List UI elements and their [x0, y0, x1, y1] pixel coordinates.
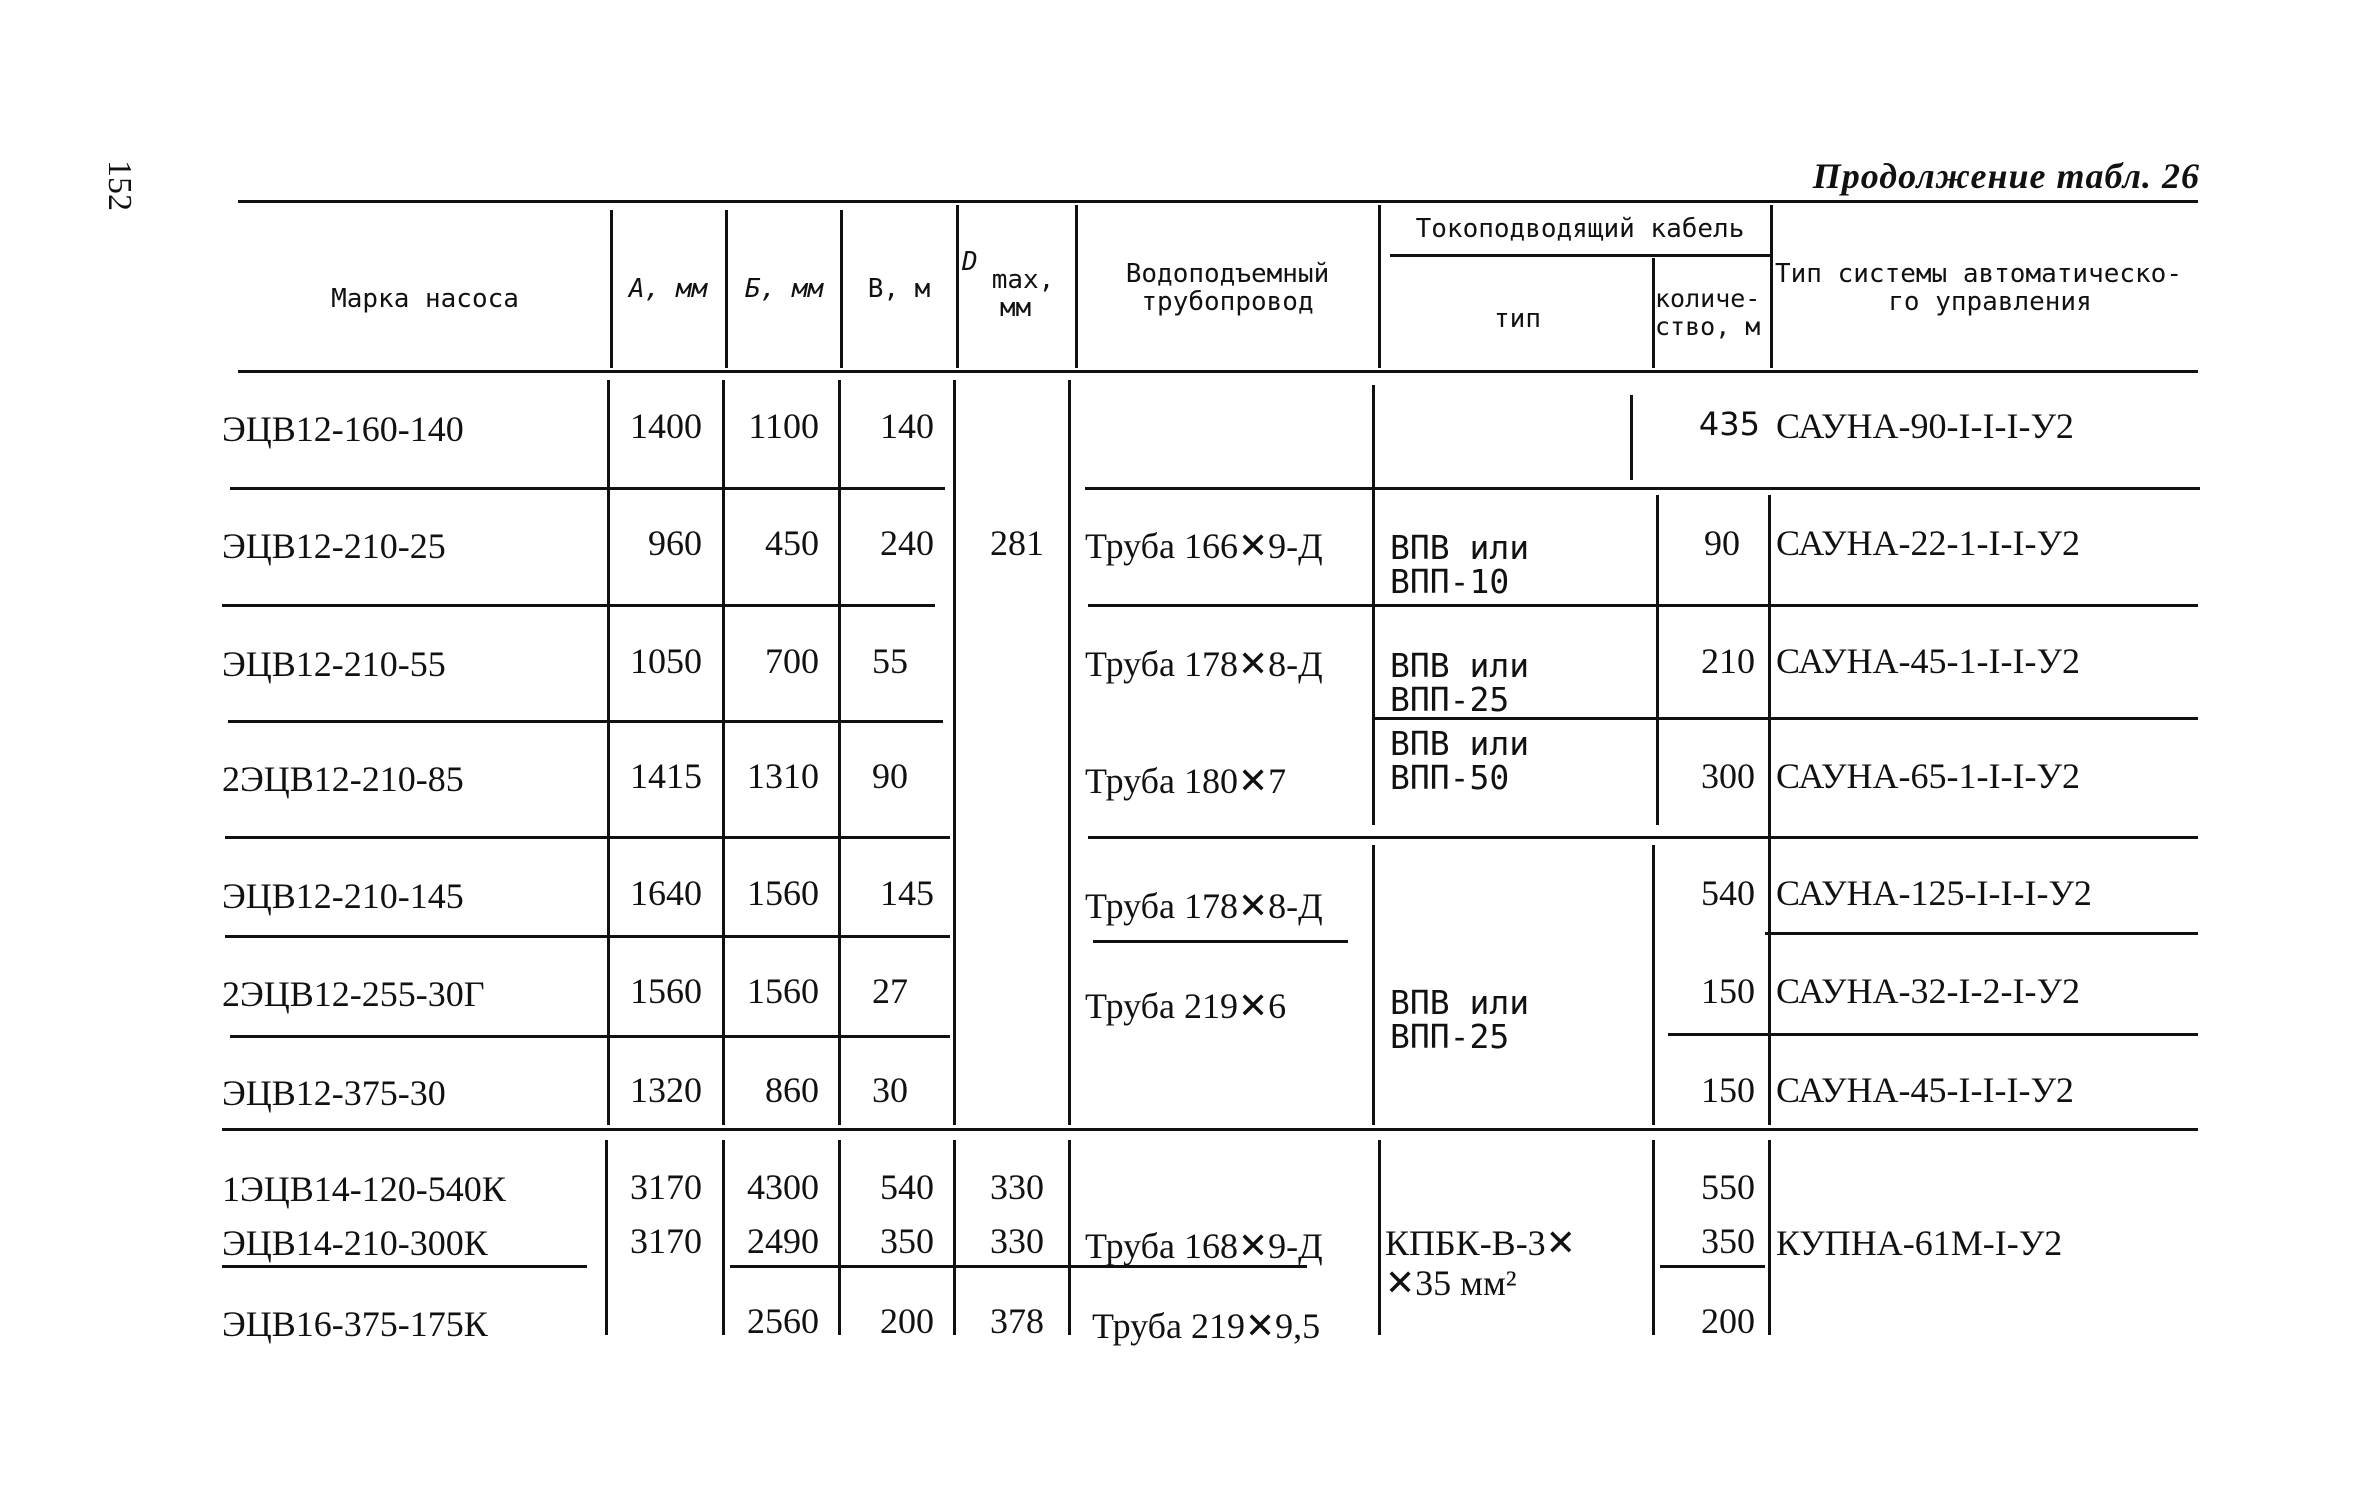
cable-type-line1: ВПВ или [1390, 724, 1530, 763]
system-type: САУНА-22-1-I-I-У2 [1776, 523, 2080, 563]
row-rule [225, 836, 950, 839]
pipe: Труба 219✕9,5 [1092, 1306, 1321, 1346]
page-number: 152 [101, 160, 138, 211]
value-qty: 210 [1701, 641, 1755, 681]
value-v: 145 [880, 873, 934, 913]
header-divider [956, 205, 959, 368]
pipe: Труба 180✕7 [1085, 761, 1287, 801]
col-divider-v [838, 1140, 841, 1335]
header-a: А, мм [628, 274, 708, 304]
col-divider-v [838, 380, 841, 1125]
value-qty: 200 [1701, 1301, 1755, 1341]
col-divider-b [722, 1140, 725, 1335]
col-divider-type [1378, 1140, 1381, 1335]
pump-name: ЭЦВ12-210-55 [222, 644, 446, 684]
value-b: 700 [765, 641, 819, 681]
col-divider-dmax [953, 1140, 956, 1335]
col-divider-qty [1656, 495, 1659, 825]
system-type: КУПНА-61М-I-У2 [1776, 1223, 2063, 1263]
value-a: 1050 [630, 641, 702, 681]
value-v: 240 [880, 523, 934, 563]
cable-type-line2: ВПП-10 [1390, 562, 1510, 601]
row-rule [228, 720, 943, 723]
value-v: 90 [872, 756, 908, 796]
header-cable-qty-line2: ство, м [1655, 312, 1761, 341]
cable-type-line1: ВПВ или [1390, 646, 1530, 685]
cable-group-rule [1390, 254, 1770, 257]
value-qty: 150 [1701, 1070, 1755, 1110]
value-b: 1100 [748, 406, 819, 446]
header-dmax-symbol: D [962, 247, 978, 277]
col-divider-pipe [1068, 1140, 1071, 1335]
row-rule [222, 604, 935, 607]
value-a: 1640 [630, 873, 702, 913]
header-system-line2: го управления [1888, 287, 2092, 317]
header-bottom-rule [238, 370, 2198, 373]
row-rule [225, 935, 950, 938]
header-pipe-line1: Водоподъемный [1125, 259, 1330, 289]
header-divider [1075, 205, 1078, 368]
row-rule [1765, 932, 2198, 935]
dmax-merged: 281 [990, 523, 1044, 563]
table-caption: Продолжение табл. 26 [1812, 156, 2200, 196]
cable-type-line1: ВПВ или [1390, 983, 1530, 1022]
header-cable-qty-line1: количе- [1655, 284, 1761, 313]
value-qty: 350 [1701, 1221, 1755, 1261]
value-b: 2560 [747, 1301, 819, 1341]
value-b: 4300 [747, 1167, 819, 1207]
pump-name: ЭЦВ12-210-145 [222, 876, 464, 916]
row-rule [1088, 836, 2198, 839]
value-dmax: 378 [990, 1301, 1044, 1341]
header-dmax-unit: мм [999, 293, 1032, 323]
col-divider-system [1768, 495, 1771, 1125]
pump-name: ЭЦВ12-375-30 [222, 1073, 446, 1113]
value-a: 1560 [630, 971, 702, 1011]
pump-name: ЭЦВ16-375-175К [222, 1304, 488, 1344]
cable-type-line1: ВПВ или [1390, 528, 1530, 567]
col-divider-pipe [1068, 380, 1071, 1125]
value-v: 55 [872, 641, 908, 681]
col-divider-a [607, 380, 610, 1125]
group-rule [222, 1128, 2198, 1131]
value-v: 540 [880, 1167, 934, 1207]
header-v: В, м [867, 274, 931, 304]
header-system-line1: Тип системы автоматическо- [1775, 259, 2182, 289]
value-v: 27 [872, 971, 908, 1011]
row-rule [1085, 487, 2200, 490]
value-a: 3170 [630, 1221, 702, 1261]
value-qty: 90 [1704, 523, 1740, 563]
col-divider-b [722, 380, 725, 1125]
header-cable-group: Токоподводящий кабель [1415, 214, 1745, 244]
pipe: Труба 166✕9-Д [1085, 526, 1323, 566]
col-divider-type [1372, 385, 1375, 825]
col-divider-qty [1652, 1140, 1655, 1335]
value-b: 2490 [747, 1221, 819, 1261]
header-b: Б, мм [744, 274, 824, 304]
value-a: 1320 [630, 1070, 702, 1110]
col-divider-dmax [953, 380, 956, 1125]
row-rule [1660, 1265, 1765, 1268]
value-qty: 150 [1701, 971, 1755, 1011]
pump-name: ЭЦВ12-160-140 [222, 409, 464, 449]
col-divider-type [1372, 845, 1375, 1125]
value-b: 1560 [747, 873, 819, 913]
pump-name: 1ЭЦВ14-120-540К [222, 1169, 506, 1209]
system-type: САУНА-125-I-I-I-У2 [1776, 873, 2092, 913]
pipe: Труба 178✕8-Д [1085, 644, 1323, 684]
value-v: 200 [880, 1301, 934, 1341]
row-rule [1088, 604, 2198, 607]
pump-name: 2ЭЦВ12-255-30Г [222, 974, 485, 1014]
row-rule [230, 1035, 950, 1038]
value-a: 1415 [630, 756, 702, 796]
value-v: 350 [880, 1221, 934, 1261]
header-dmax-sub: max, [991, 265, 1055, 295]
col-divider-a [605, 1140, 608, 1335]
value-qty: 300 [1701, 756, 1755, 796]
value-dmax: 330 [990, 1167, 1044, 1207]
value-b: 860 [765, 1070, 819, 1110]
system-type: САУНА-90-I-I-I-У2 [1776, 406, 2074, 446]
system-type: САУНА-45-1-I-I-У2 [1776, 641, 2080, 681]
value-qty: 540 [1701, 873, 1755, 913]
cable-type-line1: КПБК-В-3✕ [1385, 1223, 1576, 1263]
row-rule [1668, 1033, 2198, 1036]
value-qty: 550 [1701, 1167, 1755, 1207]
pump-name: ЭЦВ12-210-25 [222, 526, 446, 566]
system-type: САУНА-32-I-2-I-У2 [1776, 971, 2080, 1011]
cable-type-line2: ВПП-25 [1390, 1017, 1510, 1056]
value-a: 960 [648, 523, 702, 563]
system-type: САУНА-65-1-I-I-У2 [1776, 756, 2080, 796]
row-rule [222, 1265, 587, 1268]
value-v: 30 [872, 1070, 908, 1110]
col-divider-qty [1652, 845, 1655, 1125]
value-b: 450 [765, 523, 819, 563]
system-type: САУНА-45-I-I-I-У2 [1776, 1070, 2074, 1110]
value-a: 1400 [630, 406, 702, 446]
header-pump: Марка насоса [331, 284, 519, 314]
header-divider [1378, 205, 1381, 368]
value-dmax: 330 [990, 1221, 1044, 1261]
cable-type-line2: ВПП-50 [1390, 758, 1510, 797]
value-a: 3170 [630, 1167, 702, 1207]
header-cable-type: тип [1494, 304, 1541, 334]
cable-type-line2: ВПП-25 [1390, 680, 1510, 719]
value-b: 1560 [747, 971, 819, 1011]
col-divider-system [1768, 1140, 1771, 1335]
pipe: Труба 219✕6 [1085, 986, 1287, 1026]
value-b: 1310 [747, 756, 819, 796]
cable-type-line2: ✕35 мм² [1385, 1263, 1517, 1303]
col-divider-qty [1630, 395, 1633, 480]
header-pipe-line2: трубопровод [1141, 287, 1314, 317]
value-v: 140 [880, 406, 934, 446]
table-top-rule [238, 200, 2198, 203]
pump-name: ЭЦВ14-210-300К [222, 1223, 488, 1263]
pipe: Труба 178✕8-Д [1085, 886, 1323, 926]
pump-name: 2ЭЦВ12-210-85 [222, 759, 464, 799]
value-qty: 435 [1698, 405, 1760, 443]
pipe: Труба 168✕9-Д [1085, 1226, 1323, 1266]
row-rule [1093, 940, 1348, 943]
